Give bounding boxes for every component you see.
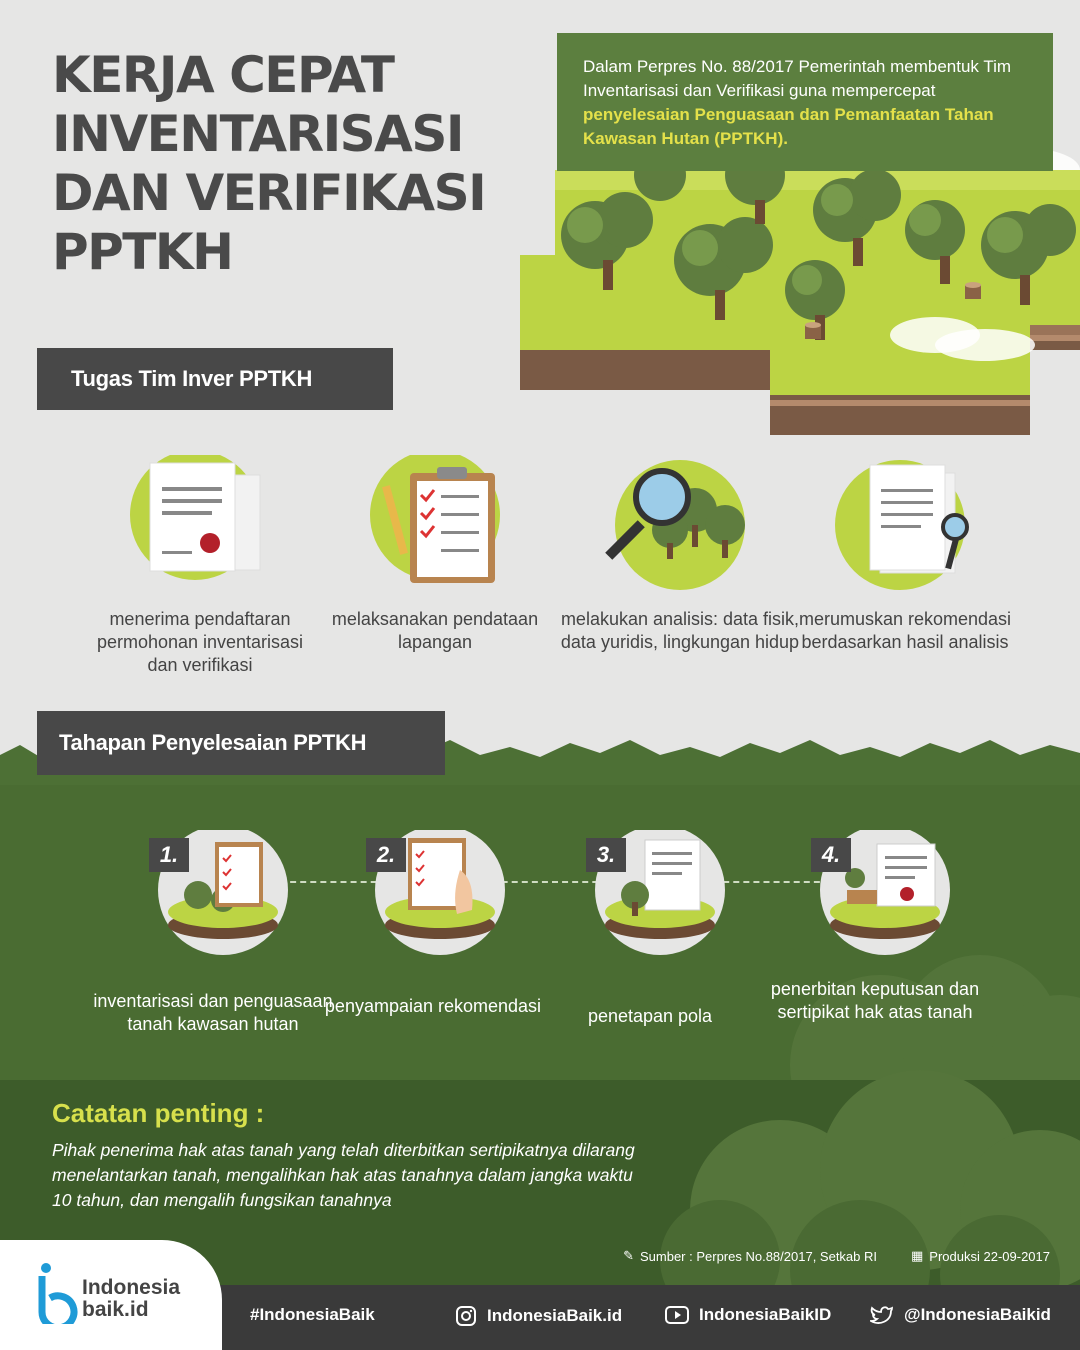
document-certificate-icon bbox=[120, 455, 280, 595]
tahapan-heading: Tahapan Penyelesaian PPTKH bbox=[37, 711, 445, 775]
catatan-heading: Catatan penting : bbox=[52, 1098, 265, 1128]
step-2 bbox=[360, 830, 520, 955]
task-label-3: melakukan analisis: data fisik, data yuridis, lingkungan hidup bbox=[560, 609, 800, 652]
youtube-icon bbox=[665, 1305, 689, 1325]
task-item bbox=[80, 455, 320, 677]
title-line-2: INVENTARISASI bbox=[52, 105, 463, 163]
magnifier-trees-icon bbox=[600, 455, 760, 595]
logo[interactable] bbox=[0, 1240, 222, 1350]
task-item bbox=[785, 455, 1025, 654]
instagram-icon bbox=[455, 1305, 477, 1327]
youtube-handle: IndonesiaBaikID bbox=[699, 1305, 832, 1324]
task-item bbox=[315, 455, 555, 654]
production-date: Produksi 22-09-2017 bbox=[929, 1248, 1050, 1264]
intro-text: Dalam Perpres No. 88/2017 Pemerintah membentuk Tim Inventarisasi dan Verifikasi guna mempercepat bbox=[583, 57, 1012, 100]
clipboard-checklist-icon bbox=[355, 455, 515, 595]
intro-box bbox=[557, 33, 1053, 171]
steps-connector bbox=[270, 881, 840, 883]
step-1-number: 1. bbox=[149, 838, 189, 872]
logo-line-2: baik.id bbox=[82, 1298, 149, 1321]
hashtag-text: #IndonesiaBaik bbox=[250, 1305, 375, 1324]
instagram-link[interactable] bbox=[455, 1305, 622, 1327]
step-3-label: penetapan pola bbox=[587, 1006, 713, 1026]
twitter-handle: @IndonesiaBaikid bbox=[904, 1305, 1051, 1324]
source-info bbox=[623, 1248, 1050, 1264]
task-label-1: menerima pendaftaran permohonan inventarisasi dan verifikasi bbox=[96, 609, 304, 675]
step-4-label: penerbitan keputusan dan sertipikat hak atas tanah bbox=[770, 979, 980, 1022]
logo-line-1: Indonesia bbox=[82, 1276, 181, 1299]
tugas-heading: Tugas Tim Inver PPTKH bbox=[37, 348, 393, 410]
youtube-link[interactable] bbox=[665, 1305, 831, 1325]
title-line-3: DAN VERIFIKASI bbox=[52, 164, 486, 222]
pin-icon: ✎ bbox=[623, 1248, 634, 1263]
task-label-2: melaksanakan pendataan lapangan bbox=[331, 609, 539, 652]
hashtag[interactable] bbox=[250, 1305, 375, 1325]
step-1 bbox=[143, 830, 303, 955]
documents-magnifier-icon bbox=[825, 455, 985, 595]
step-4-number: 4. bbox=[811, 838, 851, 872]
step-3-number: 3. bbox=[586, 838, 626, 872]
indonesiabaik-logo-icon bbox=[38, 1262, 78, 1324]
task-item bbox=[560, 455, 800, 654]
calendar-icon: ▦ bbox=[911, 1248, 924, 1263]
title-line-4: PPTKH bbox=[52, 223, 233, 281]
step-2-number: 2. bbox=[366, 838, 406, 872]
step-1-label: inventarisasi dan penguasaan tanah kawasan hutan bbox=[93, 991, 333, 1034]
page-title bbox=[52, 46, 552, 282]
step-2-label: penyampaian rekomendasi bbox=[324, 996, 542, 1016]
forest-island-illustration bbox=[515, 150, 1080, 440]
intro-highlight: penyelesaian Penguasaan dan Pemanfaatan Tahan Kawasan Hutan (PPTKH). bbox=[583, 105, 994, 148]
source-text: Sumber : Perpres No.88/2017, Setkab RI bbox=[639, 1248, 877, 1264]
instagram-handle: IndonesiaBaik.id bbox=[487, 1306, 623, 1325]
step-4 bbox=[805, 830, 965, 955]
task-label-4: merumuskan rekomendasi berdasarkan hasil analisis bbox=[798, 609, 1012, 652]
step-3 bbox=[580, 830, 740, 955]
twitter-icon bbox=[870, 1305, 894, 1325]
twitter-link[interactable] bbox=[870, 1305, 1051, 1325]
title-line-1: KERJA CEPAT bbox=[52, 46, 394, 104]
catatan-text: Pihak penerima hak atas tanah yang telah diterbitkan sertipikatnya dilarang menelantarkan tanah, mengalihkan hak atas tanahnya dalam jangka waktu 10 tahun, dan mengalih fungsikan tanahnya bbox=[52, 1140, 635, 1210]
